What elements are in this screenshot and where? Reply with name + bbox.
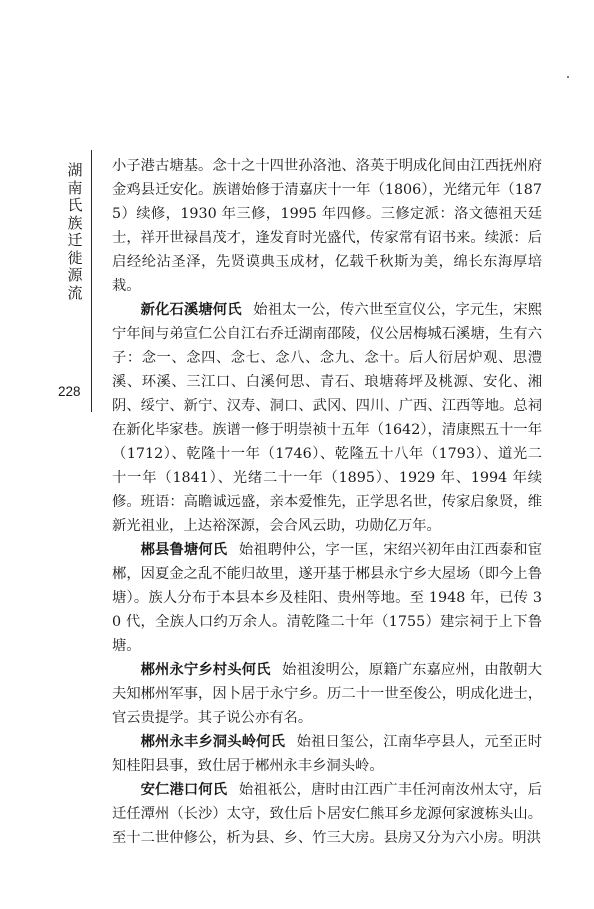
paragraph-text: 小子港古塘基。念十之十四世孙洛池、洛英于明成化间由江西抚州府金鸡县迁安化。族谱始修于清嘉庆十一年（1806），光绪元年（1875）续修，1930 年三修，1995 年四修。三修定派：洛文德祖天廷士，祥开世禄昌茂才，逢发育时光盛代，传家常有诏书来。续派：后启经纶沾圣泽，先贤谟典玉成材，亿载千秋斯为美，绵长东海厚培栽。: [112, 158, 542, 294]
clan-heading: 新化石溪塘何氏: [140, 302, 242, 318]
clan-heading: 安仁港口何氏: [140, 782, 228, 798]
clan-heading: 郴州永丰乡洞头岭何氏: [140, 734, 286, 750]
paragraph: [112, 778, 542, 850]
running-title-char: 湖: [67, 161, 83, 179]
paragraph-text: 始祖祇公，唐时由江西广丰任河南汝州太守，后迁任潭州（长沙）太守，致仕后卜居安仁熊耳乡龙源何家渡栋头山。至十二世仲修公，析为县、乡、竹三大房。县房又分为六小房。明洪: [112, 782, 543, 846]
paragraph: [112, 154, 542, 298]
running-title-char: 徙: [67, 248, 83, 267]
running-title-char: 迁: [67, 231, 83, 249]
paragraph-text: 始祖太一公，传六世至宣仪公，字元生，宋熙宁年间与弟宣仁公自江右乔迁湖南邵陵，仪公居梅城石溪塘，生有六子：念一、念四、念七、念八、念九、念十。后人衍居炉观、思澧溪、环溪、三江口、白溪何思、青石、琅塘蒋坪及桃源、安化、湘阴、绥宁、新宁、汉寿、洞口、武冈、四川、广西、江西等地。总祠在新化毕家巷。族谱一修于明崇祯十五年（1642），清康熙五十一年（1712）、乾隆十一年（1746）、乾隆五十八年（1793）、道光二十一年（1841）、光绪二十一年（1895）、1929 年、1994 年续修。班语：高瞻诚远盛，亲本爱惟先，正学思名世，传家启象贤，维新光祖业，上达裕深源，会合风云助，功勋亿万年。: [112, 302, 543, 534]
margin-rule: [91, 150, 92, 412]
paragraph-text: 始祖聘仲公，字一匡，宋绍兴初年由江西泰和宦郴，因夏金之乱不能归故里，遂开基于郴县永宁乡大屋场（即今上鲁塘）。族人分布于本县本乡及桂阳、贵州等地。至 1948 年，已传 30 代，全族人口约万余人。清乾隆二十年（1755）建宗祠于上下鲁塘。: [112, 542, 543, 654]
clan-heading: 郴县鲁塘何氏: [140, 542, 228, 558]
running-title-char: 族: [67, 213, 83, 232]
paragraph-text: 始祖浚明公，原籍广东嘉应州，由散朝大夫知郴州军事，因卜居于永宁乡。历二十一世至俊公，明成化进士，官云贵提学。其子说公亦有名。: [112, 662, 543, 726]
running-title-char: 南: [67, 178, 83, 197]
running-title-char: 源: [67, 266, 83, 284]
paragraph: [112, 730, 542, 778]
clan-heading: 郴州永宁乡村头何氏: [140, 662, 271, 678]
paragraph-text: 始祖日玺公，江南华亭县人，元至正时知桂阳县事，致仕居于郴州永丰乡洞头岭。: [112, 734, 543, 774]
paragraph: [112, 298, 542, 538]
page-mark-dot: [567, 76, 569, 78]
paragraph: [112, 658, 542, 730]
page-number: 228: [58, 384, 81, 399]
paragraph: [112, 538, 542, 658]
running-title-char: 氏: [67, 196, 83, 214]
running-title-char: 流: [67, 283, 83, 302]
body-text: [112, 154, 542, 850]
running-title: [64, 162, 86, 302]
